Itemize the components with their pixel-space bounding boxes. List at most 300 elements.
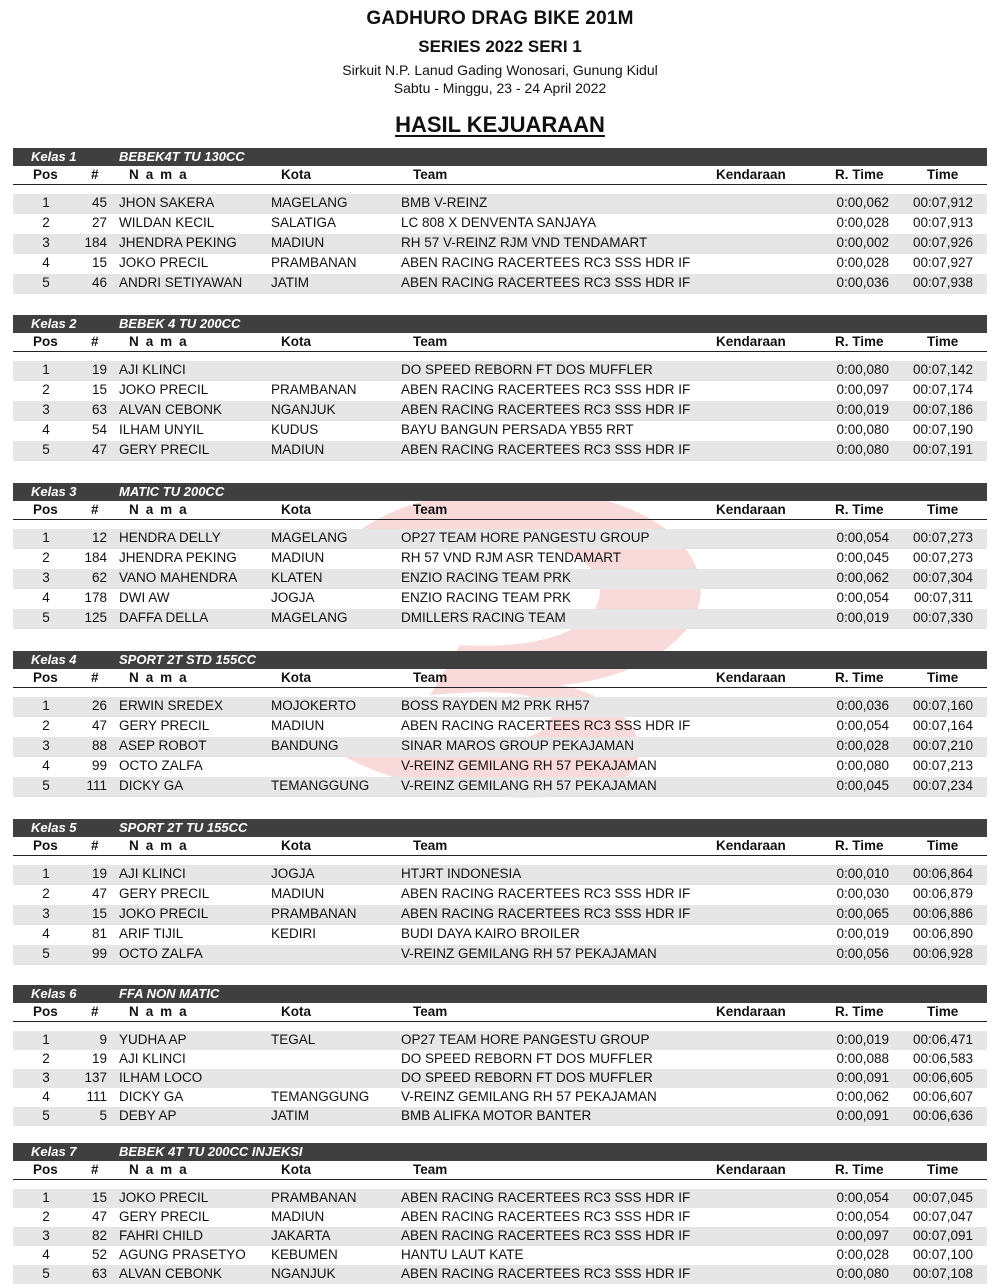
table-row — [13, 381, 987, 401]
results-rows — [13, 1189, 987, 1284]
column-header-time: Time — [927, 1162, 959, 1177]
cell-time: 00:07,926 — [912, 235, 973, 250]
cell-rtime: 0:00,080 — [836, 422, 889, 437]
cell-pos: 3 — [42, 1070, 50, 1085]
cell-pos: 5 — [42, 442, 50, 457]
cell-kota: BANDUNG — [271, 738, 339, 753]
table-row — [13, 361, 987, 381]
cell-kota: KEDIRI — [271, 926, 317, 941]
cell-kota: MOJOKERTO — [271, 698, 357, 713]
cell-rtime: 0:00,080 — [836, 362, 889, 377]
column-header-kota: Kota — [281, 838, 311, 853]
results-rows — [13, 865, 987, 965]
cell-time: 00:06,471 — [912, 1032, 973, 1047]
column-header-num: # — [91, 838, 99, 853]
cell-kota: NGANJUK — [271, 1266, 336, 1281]
cell-rtime: 0:00,002 — [836, 235, 889, 250]
cell-team: ABEN RACING RACERTEES RC3 SSS HDR IF — [401, 1228, 691, 1243]
cell-kota: JOGJA — [271, 866, 315, 881]
cell-kota: MAGELANG — [271, 195, 348, 210]
cell-num: 27 — [91, 215, 107, 230]
column-header-nama: N a m a — [129, 1162, 189, 1177]
cell-num: 19 — [91, 362, 107, 377]
table-row — [13, 529, 987, 549]
table-row — [13, 589, 987, 609]
cell-team: RH 57 V-REINZ RJM VND TENDAMART — [401, 235, 648, 250]
cell-rtime: 0:00,054 — [836, 718, 889, 733]
cell-time: 00:07,234 — [912, 778, 973, 793]
cell-kota: JATIM — [271, 275, 309, 290]
cell-time: 00:06,607 — [912, 1089, 973, 1104]
cell-time: 00:06,879 — [912, 886, 973, 901]
cell-pos: 4 — [42, 422, 50, 437]
class-number: Kelas 2 — [31, 316, 77, 331]
cell-time: 00:06,890 — [912, 926, 973, 941]
cell-kota: KLATEN — [271, 570, 323, 585]
column-header-num: # — [91, 1004, 99, 1019]
cell-num: 46 — [91, 275, 107, 290]
column-header-time: Time — [927, 334, 959, 349]
cell-nama: ASEP ROBOT — [119, 738, 207, 753]
table-row — [13, 717, 987, 737]
cell-team: LC 808 X DENVENTA SANJAYA — [401, 215, 597, 230]
cell-kota: NGANJUK — [271, 402, 336, 417]
cell-kota: TEGAL — [271, 1032, 316, 1047]
table-row — [13, 777, 987, 797]
cell-nama: ERWIN SREDEX — [119, 698, 224, 713]
cell-rtime: 0:00,080 — [836, 758, 889, 773]
cell-team: ENZIO RACING TEAM PRK — [401, 590, 572, 605]
cell-nama: DICKY GA — [119, 1089, 184, 1104]
column-header-rtime: R. Time — [835, 334, 884, 349]
table-row — [13, 1227, 987, 1246]
cell-team: ABEN RACING RACERTEES RC3 SSS HDR IF — [401, 402, 691, 417]
column-header-kota: Kota — [281, 334, 311, 349]
column-header-time: Time — [927, 502, 959, 517]
column-header-nama: N a m a — [129, 670, 189, 685]
cell-team: OP27 TEAM HORE PANGESTU GROUP — [401, 530, 650, 545]
cell-pos: 2 — [42, 550, 50, 565]
column-header-nama: N a m a — [129, 1004, 189, 1019]
cell-nama: ARIF TIJIL — [119, 926, 184, 941]
cell-time: 00:07,100 — [912, 1247, 973, 1262]
table-row — [13, 697, 987, 717]
cell-nama: DAFFA DELLA — [119, 610, 209, 625]
results-rows — [13, 529, 987, 629]
column-header-pos: Pos — [33, 167, 58, 182]
cell-num: 81 — [91, 926, 107, 941]
cell-nama: JHENDRA PEKING — [119, 550, 237, 565]
cell-pos: 1 — [42, 698, 50, 713]
table-row — [13, 569, 987, 589]
cell-kota: KEBUMEN — [271, 1247, 338, 1262]
cell-time: 00:07,191 — [912, 442, 973, 457]
table-row — [13, 1208, 987, 1227]
cell-team: DO SPEED REBORN FT DOS MUFFLER — [401, 362, 653, 377]
column-header-rtime: R. Time — [835, 1004, 884, 1019]
cell-num: 54 — [91, 422, 107, 437]
cell-num: 15 — [91, 255, 107, 270]
cell-time: 00:07,186 — [912, 402, 973, 417]
column-header-time: Time — [927, 670, 959, 685]
cell-num: 15 — [91, 1190, 107, 1205]
class-number: Kelas 3 — [31, 484, 77, 499]
table-row — [13, 885, 987, 905]
cell-num: 15 — [91, 382, 107, 397]
cell-pos: 2 — [42, 1051, 50, 1066]
column-header-rtime: R. Time — [835, 167, 884, 182]
cell-team: BAYU BANGUN PERSADA YB55 RRT — [401, 422, 634, 437]
table-row — [13, 421, 987, 441]
column-header-row — [13, 166, 987, 185]
table-row — [13, 905, 987, 925]
cell-rtime: 0:00,062 — [836, 195, 889, 210]
cell-nama: DEBY AP — [119, 1108, 177, 1123]
cell-rtime: 0:00,030 — [836, 886, 889, 901]
cell-kota: PRAMBANAN — [271, 906, 357, 921]
table-row — [13, 234, 987, 254]
cell-num: 19 — [91, 866, 107, 881]
cell-rtime: 0:00,065 — [836, 906, 889, 921]
column-header-time: Time — [927, 167, 959, 182]
cell-nama: OCTO ZALFA — [119, 758, 203, 773]
cell-kota: PRAMBANAN — [271, 1190, 357, 1205]
cell-rtime: 0:00,091 — [836, 1070, 889, 1085]
cell-team: V-REINZ GEMILANG RH 57 PEKAJAMAN — [401, 946, 657, 961]
cell-num: 111 — [86, 778, 107, 793]
table-row — [13, 925, 987, 945]
cell-rtime: 0:00,028 — [836, 738, 889, 753]
cell-rtime: 0:00,080 — [836, 1266, 889, 1281]
cell-rtime: 0:00,054 — [836, 1209, 889, 1224]
cell-team: ABEN RACING RACERTEES RC3 SSS HDR IF — [401, 886, 691, 901]
cell-pos: 2 — [42, 382, 50, 397]
class-bar — [13, 651, 987, 669]
cell-num: 184 — [84, 550, 107, 565]
cell-pos: 3 — [42, 1228, 50, 1243]
cell-kota: JOGJA — [271, 590, 315, 605]
column-header-kendaraan: Kendaraan — [716, 838, 786, 853]
cell-team: ABEN RACING RACERTEES RC3 SSS HDR IF — [401, 718, 691, 733]
cell-rtime: 0:00,097 — [836, 382, 889, 397]
class-section — [13, 483, 987, 625]
column-header-nama: N a m a — [129, 167, 189, 182]
column-header-num: # — [91, 670, 99, 685]
cell-num: 12 — [91, 530, 107, 545]
cell-rtime: 0:00,045 — [836, 550, 889, 565]
cell-kota: JATIM — [271, 1108, 309, 1123]
cell-rtime: 0:00,028 — [836, 255, 889, 270]
column-header-rtime: R. Time — [835, 838, 884, 853]
cell-pos: 3 — [42, 235, 50, 250]
cell-num: 62 — [91, 570, 107, 585]
cell-team: ABEN RACING RACERTEES RC3 SSS HDR IF — [401, 255, 691, 270]
cell-time: 00:07,142 — [912, 362, 973, 377]
class-bar — [13, 985, 987, 1003]
table-row — [13, 214, 987, 234]
cell-rtime: 0:00,056 — [836, 946, 889, 961]
cell-nama: JOKO PRECIL — [119, 906, 209, 921]
cell-rtime: 0:00,028 — [836, 1247, 889, 1262]
table-row — [13, 1246, 987, 1265]
table-row — [13, 274, 987, 294]
cell-time: 00:07,273 — [912, 530, 973, 545]
series-title: SERIES 2022 SERI 1 — [418, 37, 582, 56]
cell-num: 15 — [91, 906, 107, 921]
cell-num: 47 — [91, 886, 107, 901]
cell-nama: ALVAN CEBONK — [119, 1266, 223, 1281]
cell-kota: TEMANGGUNG — [271, 1089, 370, 1104]
cell-team: V-REINZ GEMILANG RH 57 PEKAJAMAN — [401, 778, 657, 793]
table-row — [13, 549, 987, 569]
cell-team: ABEN RACING RACERTEES RC3 SSS HDR IF — [401, 382, 691, 397]
results-heading: HASIL KEJUARAAN — [395, 112, 605, 137]
column-header-pos: Pos — [33, 1162, 58, 1177]
cell-time: 00:07,912 — [912, 195, 973, 210]
cell-time: 00:06,636 — [912, 1108, 973, 1123]
class-bar — [13, 315, 987, 333]
cell-nama: JHON SAKERA — [119, 195, 215, 210]
cell-pos: 4 — [42, 1089, 50, 1104]
column-header-kota: Kota — [281, 1162, 311, 1177]
table-row — [13, 1088, 987, 1107]
cell-pos: 4 — [42, 255, 50, 270]
column-header-row — [13, 1161, 987, 1180]
cell-num: 99 — [91, 758, 107, 773]
column-header-rtime: R. Time — [835, 502, 884, 517]
class-number: Kelas 7 — [31, 1144, 77, 1159]
table-row — [13, 1107, 987, 1126]
cell-rtime: 0:00,036 — [836, 698, 889, 713]
cell-rtime: 0:00,028 — [836, 215, 889, 230]
cell-team: BMB ALIFKA MOTOR BANTER — [401, 1108, 592, 1123]
class-bar — [13, 1143, 987, 1161]
column-header-row — [13, 501, 987, 520]
cell-team: DO SPEED REBORN FT DOS MUFFLER — [401, 1070, 653, 1085]
table-row — [13, 254, 987, 274]
column-header-num: # — [91, 1162, 99, 1177]
column-header-kota: Kota — [281, 670, 311, 685]
cell-team: HTJRT INDONESIA — [401, 866, 522, 881]
class-section — [13, 315, 987, 457]
cell-pos: 3 — [42, 906, 50, 921]
column-header-pos: Pos — [33, 502, 58, 517]
cell-rtime: 0:00,054 — [836, 590, 889, 605]
cell-nama: JOKO PRECIL — [119, 382, 209, 397]
cell-time: 00:07,160 — [912, 698, 973, 713]
cell-kota: JAKARTA — [271, 1228, 331, 1243]
column-header-pos: Pos — [33, 670, 58, 685]
cell-nama: FAHRI CHILD — [119, 1228, 204, 1243]
class-section — [13, 148, 987, 290]
class-number: Kelas 1 — [31, 149, 77, 164]
cell-pos: 1 — [42, 530, 50, 545]
cell-nama: ANDRI SETIYAWAN — [119, 275, 243, 290]
cell-num: 26 — [91, 698, 107, 713]
cell-time: 00:07,330 — [912, 610, 973, 625]
class-section — [13, 651, 987, 793]
column-header-nama: N a m a — [129, 838, 189, 853]
column-header-row — [13, 333, 987, 352]
cell-team: V-REINZ GEMILANG RH 57 PEKAJAMAN — [401, 758, 657, 773]
class-number: Kelas 4 — [31, 652, 77, 667]
column-header-team: Team — [413, 838, 448, 853]
cell-rtime: 0:00,091 — [836, 1108, 889, 1123]
cell-nama: ILHAM UNYIL — [119, 422, 204, 437]
cell-time: 00:07,213 — [912, 758, 973, 773]
cell-kota: PRAMBANAN — [271, 382, 357, 397]
cell-time: 00:06,605 — [912, 1070, 973, 1085]
cell-nama: WILDAN KECIL — [119, 215, 215, 230]
cell-team: HANTU LAUT KATE — [401, 1247, 524, 1262]
cell-kota: PRAMBANAN — [271, 255, 357, 270]
column-header-team: Team — [413, 1004, 448, 1019]
table-row — [13, 1189, 987, 1208]
cell-num: 52 — [91, 1247, 107, 1262]
table-row — [13, 609, 987, 629]
cell-time: 00:07,190 — [912, 422, 973, 437]
cell-nama: ILHAM LOCO — [119, 1070, 203, 1085]
class-bar — [13, 148, 987, 166]
cell-pos: 2 — [42, 886, 50, 901]
column-header-nama: N a m a — [129, 334, 189, 349]
class-name: BEBEK 4T TU 200CC INJEKSI — [119, 1144, 303, 1159]
cell-rtime: 0:00,088 — [836, 1051, 889, 1066]
cell-num: 63 — [91, 1266, 107, 1281]
cell-kota: SALATIGA — [271, 215, 337, 230]
cell-kota: TEMANGGUNG — [271, 778, 370, 793]
cell-pos: 1 — [42, 1032, 50, 1047]
cell-team: RH 57 VND RJM ASR TENDAMART — [401, 550, 622, 565]
column-header-kendaraan: Kendaraan — [716, 670, 786, 685]
table-row — [13, 401, 987, 421]
cell-nama: JHENDRA PEKING — [119, 235, 237, 250]
cell-num: 125 — [84, 610, 107, 625]
column-header-row — [13, 669, 987, 688]
column-header-rtime: R. Time — [835, 670, 884, 685]
cell-pos: 2 — [42, 1209, 50, 1224]
cell-pos: 1 — [42, 362, 50, 377]
cell-team: BUDI DAYA KAIRO BROILER — [401, 926, 580, 941]
cell-pos: 5 — [42, 1266, 50, 1281]
cell-team: SINAR MAROS GROUP PEKAJAMAN — [401, 738, 635, 753]
cell-nama: GERY PRECIL — [119, 442, 210, 457]
table-row — [13, 757, 987, 777]
cell-rtime: 0:00,054 — [836, 530, 889, 545]
cell-nama: HENDRA DELLY — [119, 530, 221, 545]
cell-num: 5 — [99, 1108, 107, 1123]
cell-nama: GERY PRECIL — [119, 1209, 210, 1224]
column-header-row — [13, 837, 987, 856]
cell-team: V-REINZ GEMILANG RH 57 PEKAJAMAN — [401, 1089, 657, 1104]
column-header-team: Team — [413, 167, 448, 182]
cell-pos: 5 — [42, 778, 50, 793]
column-header-kendaraan: Kendaraan — [716, 1004, 786, 1019]
cell-time: 00:07,174 — [912, 382, 973, 397]
cell-team: ENZIO RACING TEAM PRK — [401, 570, 572, 585]
table-row — [13, 737, 987, 757]
column-header-kendaraan: Kendaraan — [716, 502, 786, 517]
cell-time: 00:07,273 — [912, 550, 973, 565]
cell-team: ABEN RACING RACERTEES RC3 SSS HDR IF — [401, 275, 691, 290]
cell-nama: GERY PRECIL — [119, 886, 210, 901]
cell-nama: AGUNG PRASETYO — [119, 1247, 246, 1262]
class-name: SPORT 2T TU 155CC — [119, 820, 248, 835]
cell-rtime: 0:00,062 — [836, 1089, 889, 1104]
venue: Sirkuit N.P. Lanud Gading Wonosari, Gunung Kidul — [342, 62, 658, 78]
column-header-team: Team — [413, 670, 448, 685]
cell-team: BMB V-REINZ — [401, 195, 488, 210]
cell-kota: MADIUN — [271, 886, 325, 901]
class-name: SPORT 2T STD 155CC — [119, 652, 257, 667]
cell-time: 00:07,913 — [912, 215, 973, 230]
results-rows — [13, 361, 987, 461]
cell-team: ABEN RACING RACERTEES RC3 SSS HDR IF — [401, 1190, 691, 1205]
table-row — [13, 1265, 987, 1284]
results-rows — [13, 1031, 987, 1126]
cell-kota: MADIUN — [271, 1209, 325, 1224]
cell-rtime: 0:00,019 — [836, 610, 889, 625]
cell-team: OP27 TEAM HORE PANGESTU GROUP — [401, 1032, 650, 1047]
cell-nama: YUDHA AP — [119, 1032, 187, 1047]
column-header-num: # — [91, 334, 99, 349]
cell-nama: JOKO PRECIL — [119, 255, 209, 270]
cell-kota: MAGELANG — [271, 610, 348, 625]
cell-time: 00:07,927 — [912, 255, 973, 270]
column-header-kota: Kota — [281, 167, 311, 182]
column-header-team: Team — [413, 334, 448, 349]
cell-rtime: 0:00,019 — [836, 402, 889, 417]
cell-nama: VANO MAHENDRA — [119, 570, 238, 585]
column-header-rtime: R. Time — [835, 1162, 884, 1177]
cell-nama: AJI KLINCI — [119, 866, 186, 881]
column-header-team: Team — [413, 502, 448, 517]
class-section — [13, 1143, 987, 1281]
cell-rtime: 0:00,062 — [836, 570, 889, 585]
class-section — [13, 819, 987, 961]
class-number: Kelas 5 — [31, 820, 77, 835]
cell-num: 47 — [91, 1209, 107, 1224]
cell-time: 00:07,108 — [912, 1266, 973, 1281]
column-header-num: # — [91, 502, 99, 517]
table-row — [13, 1069, 987, 1088]
class-section — [13, 985, 987, 1123]
column-header-kota: Kota — [281, 1004, 311, 1019]
cell-rtime: 0:00,054 — [836, 1190, 889, 1205]
cell-rtime: 0:00,019 — [836, 1032, 889, 1047]
cell-team: BOSS RAYDEN M2 PRK RH57 — [401, 698, 590, 713]
cell-time: 00:07,164 — [912, 718, 973, 733]
cell-nama: GERY PRECIL — [119, 718, 210, 733]
cell-pos: 5 — [42, 1108, 50, 1123]
cell-rtime: 0:00,097 — [836, 1228, 889, 1243]
cell-num: 63 — [91, 402, 107, 417]
column-header-kota: Kota — [281, 502, 311, 517]
cell-pos: 3 — [42, 402, 50, 417]
class-name: BEBEK 4 TU 200CC — [119, 316, 241, 331]
cell-nama: AJI KLINCI — [119, 1051, 186, 1066]
cell-num: 111 — [86, 1089, 107, 1104]
cell-time: 00:06,886 — [912, 906, 973, 921]
cell-team: ABEN RACING RACERTEES RC3 SSS HDR IF — [401, 1209, 691, 1224]
cell-num: 47 — [91, 718, 107, 733]
column-header-kendaraan: Kendaraan — [716, 167, 786, 182]
cell-num: 99 — [91, 946, 107, 961]
cell-pos: 3 — [42, 738, 50, 753]
cell-rtime: 0:00,010 — [836, 866, 889, 881]
cell-rtime: 0:00,045 — [836, 778, 889, 793]
cell-nama: DWI AW — [119, 590, 170, 605]
